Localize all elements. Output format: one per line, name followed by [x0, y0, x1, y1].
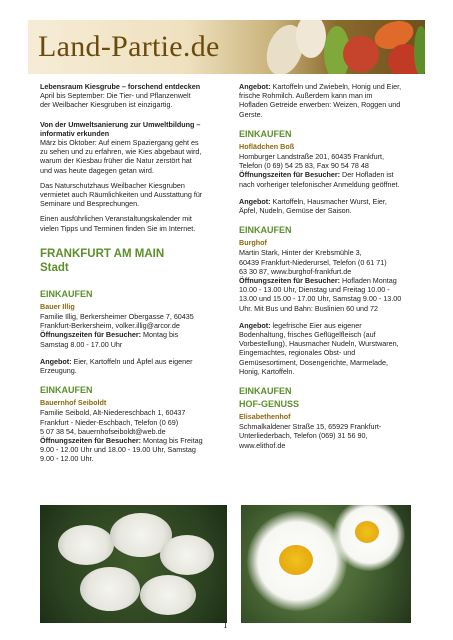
offer-label: Angebot: — [239, 196, 271, 206]
farm-name: Burghof — [239, 238, 267, 248]
einkaufen-heading: EINKAUFEN — [40, 288, 93, 299]
hours-text: 13.00 und 15.00 - 17.00 Uhr, Samstag 9.00 - 13.00 — [239, 294, 402, 304]
address-line: 5 07 38 54, bauernhofseiboldt@web.de — [40, 426, 166, 436]
offer-text: Eier, Kartoffeln und Äpfel aus eigener — [71, 356, 193, 366]
kalender-paragraph — [40, 214, 233, 232]
address-line: Unterliederbach, Telefon (069) 31 56 90, — [239, 431, 368, 441]
section-title: Von der Umweltsanierung zur Umweltbildung – — [40, 119, 201, 129]
hours-text: Montag bis — [141, 330, 179, 340]
offer-text: Gerste. — [239, 109, 263, 119]
body-line: März bis Oktober: Auf einem Spaziergang geht es — [40, 138, 199, 148]
address-line: Familie Illig, Berkersheimer Obergasse 7, 60435 — [40, 312, 194, 322]
address-line: Frankfurt-Berkersheim, volker.illig@arcor.de — [40, 321, 180, 331]
address-line: 60439 Frankfurt-Niederursel, Telefon (0 61 71) — [239, 257, 387, 267]
offer-text: Vorbestellung), Hausmacher Nudeln, Wurstwaren, — [239, 339, 399, 349]
farm-details — [239, 248, 419, 312]
flower-cluster — [140, 575, 196, 615]
offer-text: Honig, Kartoffeln. — [239, 366, 295, 376]
address-line: Schmalkaldener Straße 15, 65929 Frankfurt- — [239, 422, 382, 432]
body-line: zu sehen und zu erfahren, wie Kies abgebaut wird, — [40, 147, 202, 157]
left-column — [40, 82, 233, 470]
farm-details — [239, 422, 419, 450]
section-title: informativ erkunden — [40, 128, 110, 138]
site-title: Land-Partie.de — [38, 30, 220, 63]
offer-label: Angebot: — [40, 356, 72, 366]
body-line: Einen ausführlichen Veranstaltungskalender mit — [40, 214, 192, 224]
hours-label: Öffnungszeiten für Besucher: — [239, 276, 341, 286]
hours-text: 10.00 - 13.00 Uhr, Dienstag und Freitag 10.00 - — [239, 285, 390, 295]
hours-text: 9.00 - 12.00 Uhr. — [40, 454, 94, 464]
offer-text: Kartoffeln, Hausmacher Wurst, Eier, — [270, 196, 387, 206]
umwelt-section — [40, 120, 233, 175]
einkaufen-heading: EINKAUFEN — [239, 386, 292, 397]
hours-text: Uhr. Mit Bus und Bahn: Buslinien 60 und 72 — [239, 303, 379, 313]
hours-label: Öffnungszeiten für Besucher: — [40, 330, 142, 340]
hours-text: Hofladen Montag — [340, 276, 397, 286]
body-line: vielen Tipps und Terminen finden Sie im Internet. — [40, 223, 196, 233]
daisy-center — [355, 521, 379, 543]
farm-offer — [239, 82, 419, 119]
farm-offer — [239, 321, 419, 376]
address-line: www.elithof.de — [239, 440, 286, 450]
farm-name: Elisabethenhof — [239, 412, 291, 422]
address-line: Frankfurt - Nieder-Eschbach, Telefon (0 69) — [40, 417, 179, 427]
hours-text: Montag bis Freitag — [141, 436, 203, 446]
hours-text: nach vorheriger telefonischer Anmeldung geöffnet. — [239, 179, 400, 189]
address-line: 63 30 87, www.burghof-frankfurt.de — [239, 266, 352, 276]
body-line: April bis September: Die Tier- und Pflanzenwelt — [40, 91, 191, 101]
vegetable-graphic — [414, 26, 425, 74]
hours-text: 9.00 - 12.00 Uhr und 18.00 - 19.00 Uhr, Samstag — [40, 445, 196, 455]
region-subheading: Stadt — [40, 261, 69, 274]
flower-cluster — [160, 535, 214, 575]
einkaufen-heading: EINKAUFEN — [40, 385, 93, 396]
address-line: Martin Stark, Hinter der Krebsmühle 3, — [239, 248, 362, 258]
offer-text: Eingemachtes, regionales Obst- und — [239, 348, 356, 358]
farm-name: Bauer Illig — [40, 301, 75, 311]
farm-details — [239, 152, 419, 189]
yarrow-flowers-photo — [40, 505, 227, 623]
flower-cluster — [80, 567, 140, 611]
farm-name: Hoflädchen Boß — [239, 141, 295, 151]
vegetable-graphic — [296, 20, 326, 58]
body-line: der Weilbacher Kiesgruben ist einzigartig. — [40, 100, 173, 110]
region-heading: FRANKFURT AM MAIN — [40, 247, 165, 260]
page-number: 1 — [223, 620, 228, 630]
right-column — [239, 82, 419, 456]
farm-offer — [40, 357, 233, 375]
hof-genuss-heading: HOF-GENUSS — [239, 399, 300, 410]
hours-text: Samstag 8.00 - 17.00 Uhr — [40, 339, 123, 349]
section-title: Lebensraum Kiesgrube – forschend entdecken — [40, 82, 201, 91]
offer-text: Gemüsesortiment, Dosengerichte, Marmelade, — [239, 357, 389, 367]
address-line: Telefon (0 69) 54 25 83, Fax 90 54 78 48 — [239, 161, 369, 171]
farm-details — [40, 408, 233, 463]
offer-text: Äpfel, Nudeln, Gemüse der Saison. — [239, 206, 352, 216]
kiesgrube-section — [40, 82, 233, 110]
farm-offer — [239, 197, 419, 215]
body-line: Seminare und Besprechungen. — [40, 199, 140, 209]
einkaufen-heading: EINKAUFEN — [239, 225, 292, 236]
offer-text: frische Rohmilch. Außerdem kann man im — [239, 91, 373, 101]
farm-details — [40, 312, 233, 349]
offer-label: Angebot: — [239, 320, 271, 330]
farm-name: Bauernhof Seiboldt — [40, 398, 107, 408]
offer-label: Angebot: — [239, 82, 271, 91]
body-line: vermietet auch Räumlichkeiten und Ausstattung für — [40, 190, 203, 200]
offer-text: legefrische Eier aus eigener — [270, 320, 362, 330]
hours-label: Öffnungszeiten für Besucher: — [239, 170, 341, 180]
hours-text: Der Hofladen ist — [340, 170, 394, 180]
address-line: Familie Seibold, Alt-Niedereschbach 1, 60437 — [40, 408, 186, 418]
offer-text: Erzeugung. — [40, 366, 77, 376]
naturschutz-paragraph — [40, 181, 233, 209]
hours-label: Öffnungszeiten für Besucher: — [40, 436, 142, 446]
daisy-flowers-photo — [241, 505, 411, 623]
body-line: und was heute dagegen getan wird. — [40, 165, 154, 175]
offer-text: Kartoffeln und Zwiebeln, Honig und Eier, — [270, 82, 402, 91]
daisy-center — [279, 545, 313, 575]
offer-text: Bodenhaltung, frisches Geflügelfleisch (auf — [239, 330, 376, 340]
vegetable-graphic — [343, 36, 379, 72]
offer-text: Hofladen Getreide erwerben: Weizen, Roggen und — [239, 100, 401, 110]
body-line: Das Naturschutzhaus Weilbacher Kiesgruben — [40, 180, 185, 190]
address-line: Homburger Landstraße 201, 60435 Frankfurt, — [239, 152, 385, 162]
header-banner — [28, 20, 425, 74]
einkaufen-heading: EINKAUFEN — [239, 128, 292, 139]
flower-cluster — [58, 525, 114, 565]
body-line: warum der Kiesbau früher die Natur zerstört hat — [40, 156, 192, 166]
